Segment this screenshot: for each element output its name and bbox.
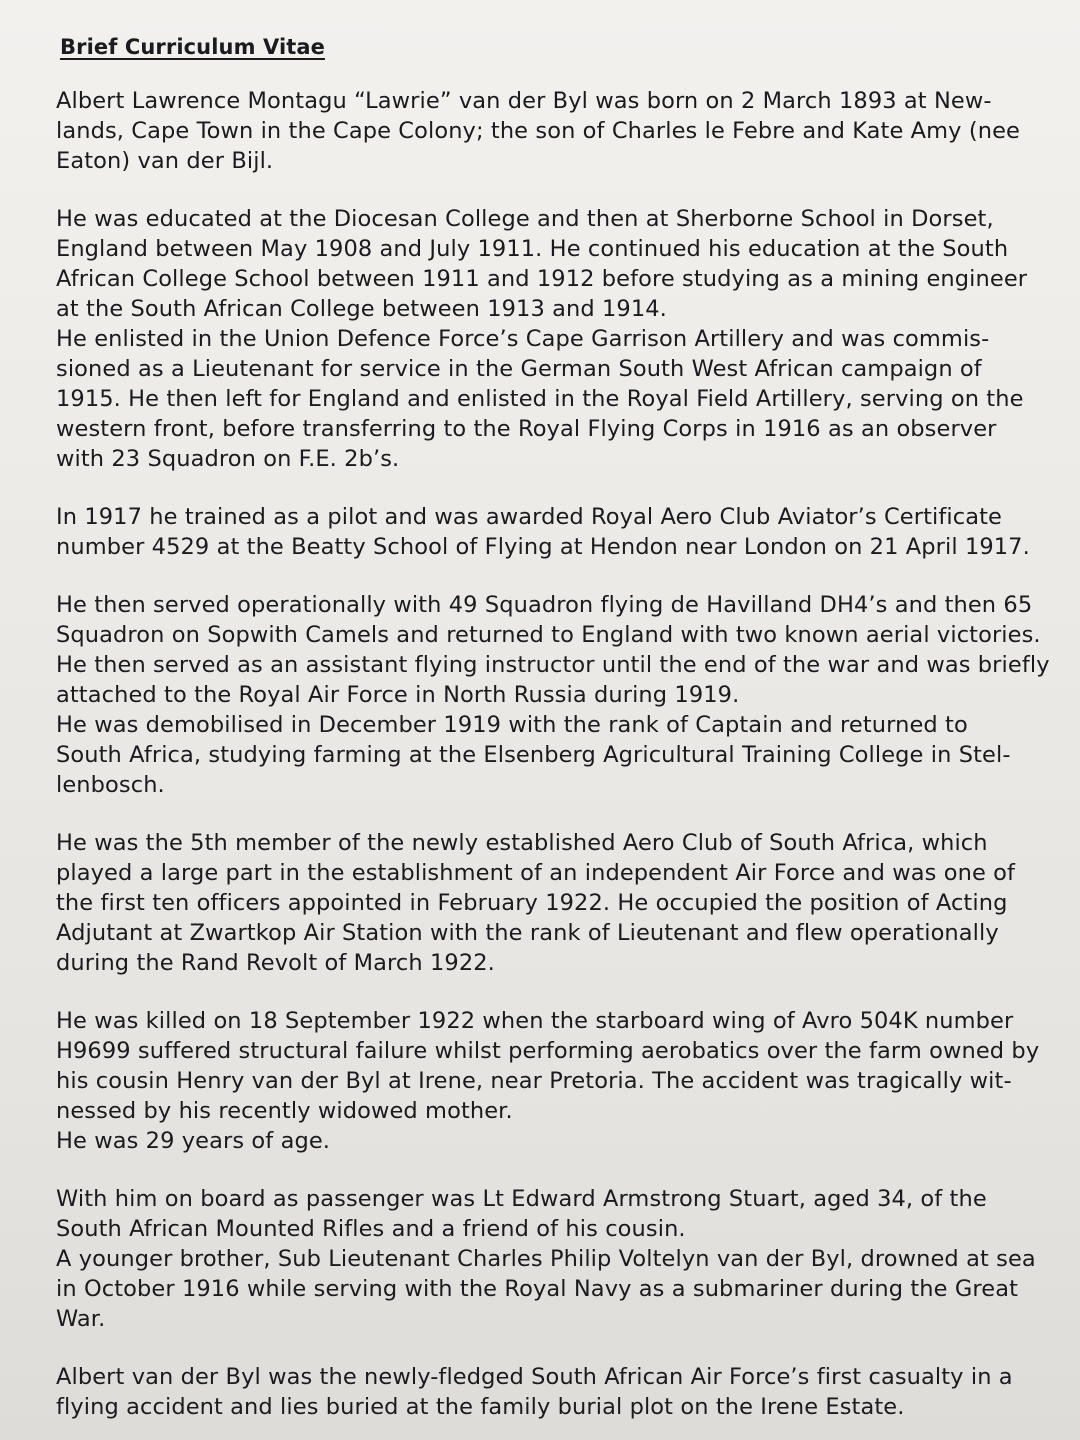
text-line: He was demobilised in December 1919 with the rank of Captain and returned to: [56, 712, 968, 738]
text-line: Squadron on Sopwith Camels and returned to England with two known aerial victories.: [56, 622, 1041, 648]
text-line: number 4529 at the Beatty School of Flying at Hendon near London on 21 April 1917.: [56, 534, 1030, 560]
cv-paragraph: [56, 828, 1040, 978]
text-line: He was the 5th member of the newly established Aero Club of South Africa, which: [56, 830, 988, 856]
cv-paragraph: [56, 86, 1040, 176]
text-line: 1915. He then left for England and enlisted in the Royal Field Artillery, serving on the: [56, 386, 1024, 412]
text-line: He was educated at the Diocesan College and then at Sherborne School in Dorset,: [56, 206, 994, 232]
text-line: He then served as an assistant flying instructor until the end of the war and was briefly: [56, 652, 1050, 678]
text-line: H9699 suffered structural failure whilst performing aerobatics over the farm owned by: [56, 1038, 1040, 1064]
text-line: Albert Lawrence Montagu “Lawrie” van der Byl was born on 2 March 1893 at New-: [56, 88, 992, 114]
text-line: played a large part in the establishment of an independent Air Force and was one of: [56, 860, 1016, 886]
text-line: flying accident and lies buried at the family burial plot on the Irene Estate.: [56, 1394, 905, 1420]
text-line: England between May 1908 and July 1911. He continued his education at the South: [56, 236, 1009, 262]
text-line: during the Rand Revolt of March 1922.: [56, 950, 495, 976]
text-line: South Africa, studying farming at the Elsenberg Agricultural Training College in Stel-: [56, 742, 1011, 768]
text-line: attached to the Royal Air Force in North Russia during 1919.: [56, 682, 740, 708]
text-line: lenbosch.: [56, 772, 165, 798]
text-line: sioned as a Lieutenant for service in the German South West African campaign of: [56, 356, 982, 382]
cv-paragraph: [56, 502, 1040, 562]
text-line: He was killed on 18 September 1922 when the starboard wing of Avro 504K number: [56, 1008, 1014, 1034]
cv-paragraph: [56, 1362, 1040, 1422]
text-line: With him on board as passenger was Lt Edward Armstrong Stuart, aged 34, of the: [56, 1186, 987, 1212]
text-line: the first ten officers appointed in February 1922. He occupied the position of Acting: [56, 890, 1008, 916]
text-line: He then served operationally with 49 Squadron flying de Havilland DH4’s and then 65: [56, 592, 1033, 618]
text-line: lands, Cape Town in the Cape Colony; the son of Charles le Febre and Kate Amy (nee: [56, 118, 1020, 144]
text-line: at the South African College between 1913 and 1914.: [56, 296, 667, 322]
text-line: with 23 Squadron on F.E. 2b’s.: [56, 446, 400, 472]
text-line: Adjutant at Zwartkop Air Station with the rank of Lieutenant and flew operationally: [56, 920, 999, 946]
text-line: War.: [56, 1306, 106, 1332]
text-line: African College School between 1911 and 1912 before studying as a mining engineer: [56, 266, 1028, 292]
text-line: nessed by his recently widowed mother.: [56, 1098, 513, 1124]
text-line: in October 1916 while serving with the Royal Navy as a submariner during the Great: [56, 1276, 1019, 1302]
text-line: A younger brother, Sub Lieutenant Charles Philip Voltelyn van der Byl, drowned at sea: [56, 1246, 1036, 1272]
text-line: In 1917 he trained as a pilot and was awarded Royal Aero Club Aviator’s Certificate: [56, 504, 1002, 530]
cv-paragraph: [56, 590, 1050, 800]
document-title: Brief Curriculum Vitae: [60, 35, 325, 59]
text-line: He was 29 years of age.: [56, 1128, 331, 1154]
text-line: Eaton) van der Bijl.: [56, 148, 274, 174]
text-line: his cousin Henry van der Byl at Irene, near Pretoria. The accident was tragically wit-: [56, 1068, 1012, 1094]
cv-paragraph: [56, 1006, 1040, 1156]
cv-paragraph: [56, 204, 1040, 474]
text-line: Albert van der Byl was the newly-fledged South African Air Force’s first casualty in a: [56, 1364, 1013, 1390]
text-line: western front, before transferring to the Royal Flying Corps in 1916 as an observer: [56, 416, 997, 442]
document-body: [56, 86, 1050, 1422]
cv-paragraph: [56, 1184, 1040, 1334]
text-line: He enlisted in the Union Defence Force’s Cape Garrison Artillery and was commis-: [56, 326, 990, 352]
text-line: South African Mounted Rifles and a friend of his cousin.: [56, 1216, 686, 1242]
